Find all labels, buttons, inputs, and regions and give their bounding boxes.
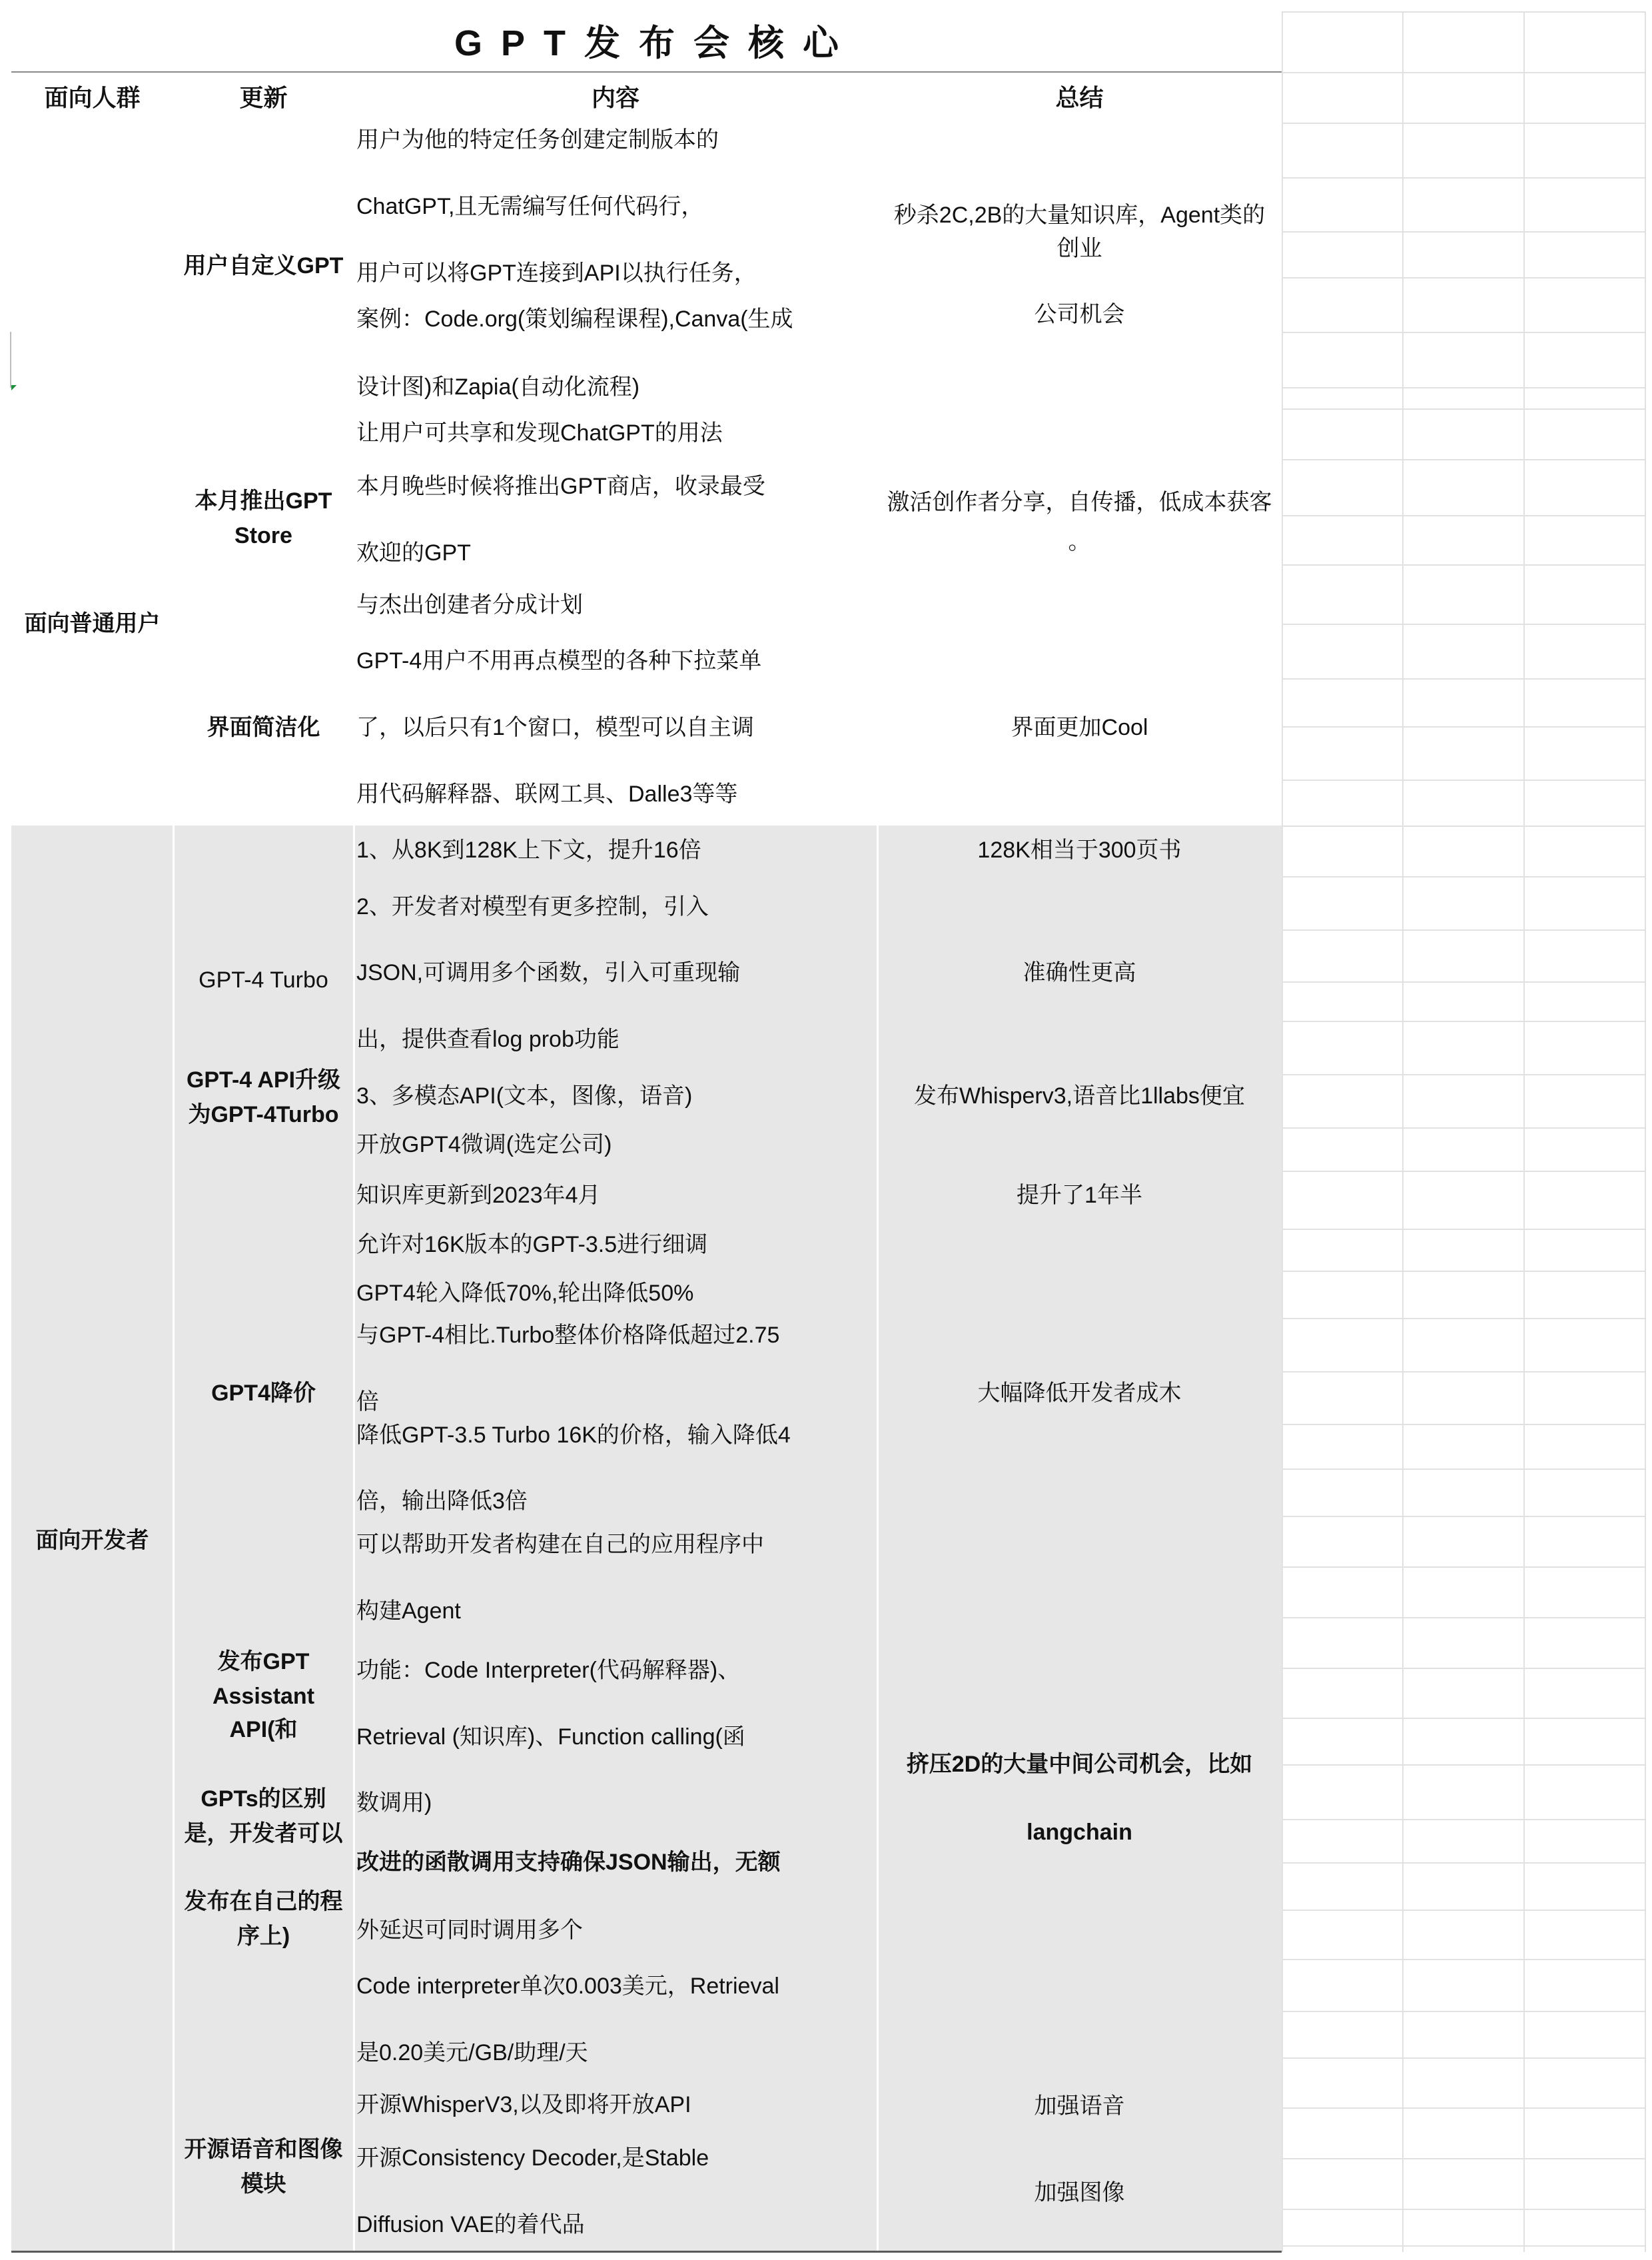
- sheet-gridline-horizontal: [1282, 408, 1646, 410]
- column-separator: [877, 826, 879, 2252]
- sheet-gridline-horizontal: [1282, 929, 1646, 931]
- sheet-gridline-horizontal: [1282, 726, 1646, 728]
- sheet-gridline-horizontal: [1282, 387, 1646, 388]
- content-line: 倍，输出降低3倍: [356, 1488, 528, 1514]
- update-label: 发布GPT: [217, 1649, 310, 1674]
- update-label: Store: [234, 523, 292, 548]
- sheet-gridline-horizontal: [1282, 177, 1646, 179]
- sheet-gridline-horizontal: [1282, 515, 1646, 516]
- update-label: 是，开发者可以: [184, 1821, 343, 1846]
- sheet-gridline-horizontal: [1282, 231, 1646, 233]
- sheet-gridline-horizontal: [1282, 1271, 1646, 1272]
- content-line: 用户可以将GPT连接到API以执行任务，: [356, 261, 757, 286]
- content-line: 知识库更新到2023年4月: [356, 1183, 601, 1208]
- sheet-gridline-horizontal: [1282, 1516, 1646, 1517]
- sheet-gridline-horizontal: [1282, 11, 1646, 13]
- content-line: 允许对16K版本的GPT-3.5进行细调: [356, 1232, 708, 1257]
- summary-line: 发布Whisperv3,语音比1llabs便宜: [914, 1083, 1245, 1109]
- summary-line: 加强图像: [1034, 2180, 1125, 2205]
- update-label: GPT4降价: [211, 1381, 316, 1406]
- sheet-gridline-horizontal: [1282, 1862, 1646, 1864]
- page-title: GPT发布会核心: [454, 23, 857, 63]
- header-update: 更新: [239, 84, 288, 111]
- update-label: Assistant: [212, 1684, 315, 1709]
- sheet-gridline-horizontal: [1282, 1468, 1646, 1470]
- update-label: 模块: [240, 2171, 286, 2197]
- content-line: Retrieval (知识库)、Function calling(函: [356, 1724, 745, 1750]
- cell-indicator-icon: [11, 385, 17, 390]
- sheet-gridline-horizontal: [1282, 72, 1646, 73]
- content-line: 设计图)和Zapia(自动化流程): [356, 374, 640, 400]
- sheet-gridline-horizontal: [1282, 332, 1646, 333]
- update-label: 发布在自己的程: [184, 1889, 343, 1914]
- sheet-gridline-horizontal: [1282, 2158, 1646, 2159]
- cell-border-fragment: [10, 332, 11, 388]
- content-line: 开源Consistency Decoder,是Stable: [356, 2145, 709, 2171]
- content-line: 开放GPT4微调(选定公司): [356, 1132, 612, 1157]
- audience-label: 面向普通用户: [24, 611, 161, 636]
- content-line: 1、从8K到128K上下文，提升16倍: [356, 838, 701, 863]
- summary-line: 秒杀2C,2B的大量知识库，Agent类的: [893, 203, 1266, 228]
- content-line: Code interpreter单次0.003美元，Retrieval: [356, 1974, 779, 1999]
- sheet-gridline-vertical: [1402, 11, 1404, 2252]
- sheet-gridline-horizontal: [1282, 2209, 1646, 2210]
- sheet-gridline-horizontal: [1282, 1318, 1646, 1319]
- update-label: 序上): [236, 1924, 290, 1949]
- sheet-gridline-horizontal: [1282, 2245, 1646, 2247]
- update-label: 为GPT-4Turbo: [188, 1102, 339, 1127]
- content-line: 2、开发者对模型有更多控制，引入: [356, 894, 709, 919]
- content-line: 与杰出创建者分成计划: [356, 592, 583, 618]
- content-line: 可以帮助开发者构建在自己的应用程序中: [356, 1532, 764, 1557]
- sheet-gridline-horizontal: [1282, 624, 1646, 625]
- content-line: 开源WhisperV3,以及即将开放API: [356, 2092, 691, 2117]
- title-underline: [11, 71, 1282, 73]
- summary-line: 公司机会: [1034, 302, 1125, 327]
- content-line: 与GPT-4相比.Turbo整体价格降低超过2.75: [356, 1323, 780, 1348]
- content-line: 本月晚些时候将推出GPT商店，收录最受: [356, 474, 765, 499]
- header-summary: 总结: [1055, 84, 1104, 111]
- content-line: GPT4轮入降低70%,轮出降低50%: [356, 1281, 694, 1306]
- sheet-gridline-horizontal: [1282, 459, 1646, 460]
- sheet-gridline-horizontal: [1282, 2107, 1646, 2109]
- update-label: GPT-4 Turbo: [199, 967, 328, 993]
- sheet-gridline-vertical: [1645, 11, 1646, 2252]
- sheet-gridline-horizontal: [1282, 1959, 1646, 1960]
- summary-line: 创业: [1056, 236, 1102, 261]
- sheet-gridline-horizontal: [1282, 564, 1646, 566]
- summary-line: 激活创作者分享，自传播，低成本获客: [887, 490, 1272, 515]
- sheet-gridline-vertical: [1523, 11, 1525, 2252]
- content-line: 出，提供查看log prob功能: [356, 1027, 620, 1052]
- update-label: API(和: [229, 1717, 298, 1742]
- summary-line: 。: [1068, 529, 1091, 554]
- sheet-gridline-horizontal: [1282, 277, 1646, 279]
- content-line: 用代码解释器、联网工具、Dalle3等等: [356, 782, 738, 807]
- content-line: 倍: [356, 1389, 379, 1414]
- sheet-gridline-horizontal: [1282, 1819, 1646, 1820]
- update-label: GPT-4 API升级: [186, 1067, 341, 1093]
- content-line: 是0.20美元/GB/助理/天: [356, 2040, 588, 2065]
- content-line: 外延迟可同时调用多个: [356, 1918, 583, 1943]
- column-separator: [353, 826, 355, 2252]
- content-line: 用户为他的特定任务创建定制版本的: [356, 127, 719, 153]
- sheet-gridline-vertical: [1282, 11, 1283, 2252]
- sheet-gridline-horizontal: [1282, 1171, 1646, 1172]
- sheet-gridline-horizontal: [1282, 1424, 1646, 1425]
- sheet-gridline-horizontal: [1282, 1371, 1646, 1373]
- sheet-gridline-horizontal: [1282, 780, 1646, 781]
- content-line: 功能：Code Interpreter(代码解释器)、: [356, 1658, 741, 1683]
- sheet-gridline-horizontal: [1282, 123, 1646, 124]
- content-line: 欢迎的GPT: [356, 540, 471, 566]
- content-line: 案例：Code.org(策划编程课程),Canva(生成: [356, 306, 793, 332]
- update-label: 用户自定义GPT: [183, 253, 344, 279]
- header-content: 内容: [591, 84, 639, 111]
- update-label: 本月推出GPT: [195, 488, 332, 514]
- header-audience: 面向人群: [44, 84, 141, 111]
- sheet-gridline-horizontal: [1282, 1074, 1646, 1075]
- sheet-gridline-horizontal: [1282, 1566, 1646, 1568]
- sheet-gridline-horizontal: [1282, 1617, 1646, 1618]
- content-line: 降低GPT-3.5 Turbo 16K的价格，输入降低4: [356, 1422, 791, 1448]
- summary-line: 挤压2D的大量中间公司机会，比如: [906, 1752, 1253, 1777]
- content-line: 让用户可共享和发现ChatGPT的用法: [356, 420, 723, 446]
- update-label: 界面简洁化: [206, 715, 320, 740]
- update-label: 开源语音和图像: [184, 2137, 343, 2162]
- sheet-gridline-horizontal: [1282, 1718, 1646, 1719]
- table-bottom-border: [11, 2251, 1282, 2253]
- sheet-gridline-horizontal: [1282, 1910, 1646, 1911]
- sheet-gridline-horizontal: [1282, 1021, 1646, 1022]
- summary-line: 128K相当于300页书: [977, 838, 1182, 863]
- audience-label: 面向开发者: [35, 1528, 149, 1553]
- content-line: 3、多模态API(文本，图像，语音): [356, 1083, 693, 1109]
- summary-line: langchain: [1027, 1820, 1132, 1845]
- sheet-gridline-horizontal: [1282, 1764, 1646, 1766]
- summary-line: 提升了1年半: [1017, 1183, 1142, 1208]
- content-line: 构建Agent: [356, 1598, 461, 1624]
- content-line: GPT-4用户不用再点模型的各种下拉菜单: [356, 648, 762, 674]
- content-line: 数调用): [356, 1790, 432, 1816]
- sheet-gridline-horizontal: [1282, 1229, 1646, 1230]
- sheet-gridline-horizontal: [1282, 2011, 1646, 2012]
- update-label: GPTs的区别: [201, 1786, 326, 1812]
- content-line: 了，以后只有1个窗口，模型可以自主调: [356, 715, 754, 740]
- summary-line: 准确性更高: [1023, 960, 1136, 985]
- summary-line: 界面更加Cool: [1011, 715, 1148, 740]
- content-line: 改进的函散调用支持确保JSON输出，无额: [356, 1850, 781, 1875]
- summary-line: 大幅降低开发者成木: [977, 1381, 1182, 1406]
- sheet-gridline-horizontal: [1282, 826, 1646, 827]
- content-line: JSON,可调用多个函数，引入可重现输: [356, 960, 741, 985]
- sheet-gridline-horizontal: [1282, 2057, 1646, 2059]
- content-line: ChatGPT,且无需编写任何代码行，: [356, 194, 704, 219]
- sheet-gridline-horizontal: [1282, 1668, 1646, 1669]
- sheet-gridline-horizontal: [1282, 981, 1646, 983]
- sheet-gridline-horizontal: [1282, 1127, 1646, 1129]
- sheet-gridline-horizontal: [1282, 678, 1646, 680]
- sheet-gridline-horizontal: [1282, 876, 1646, 877]
- content-line: Diffusion VAE的着代品: [356, 2212, 585, 2237]
- summary-line: 加强语音: [1034, 2093, 1125, 2119]
